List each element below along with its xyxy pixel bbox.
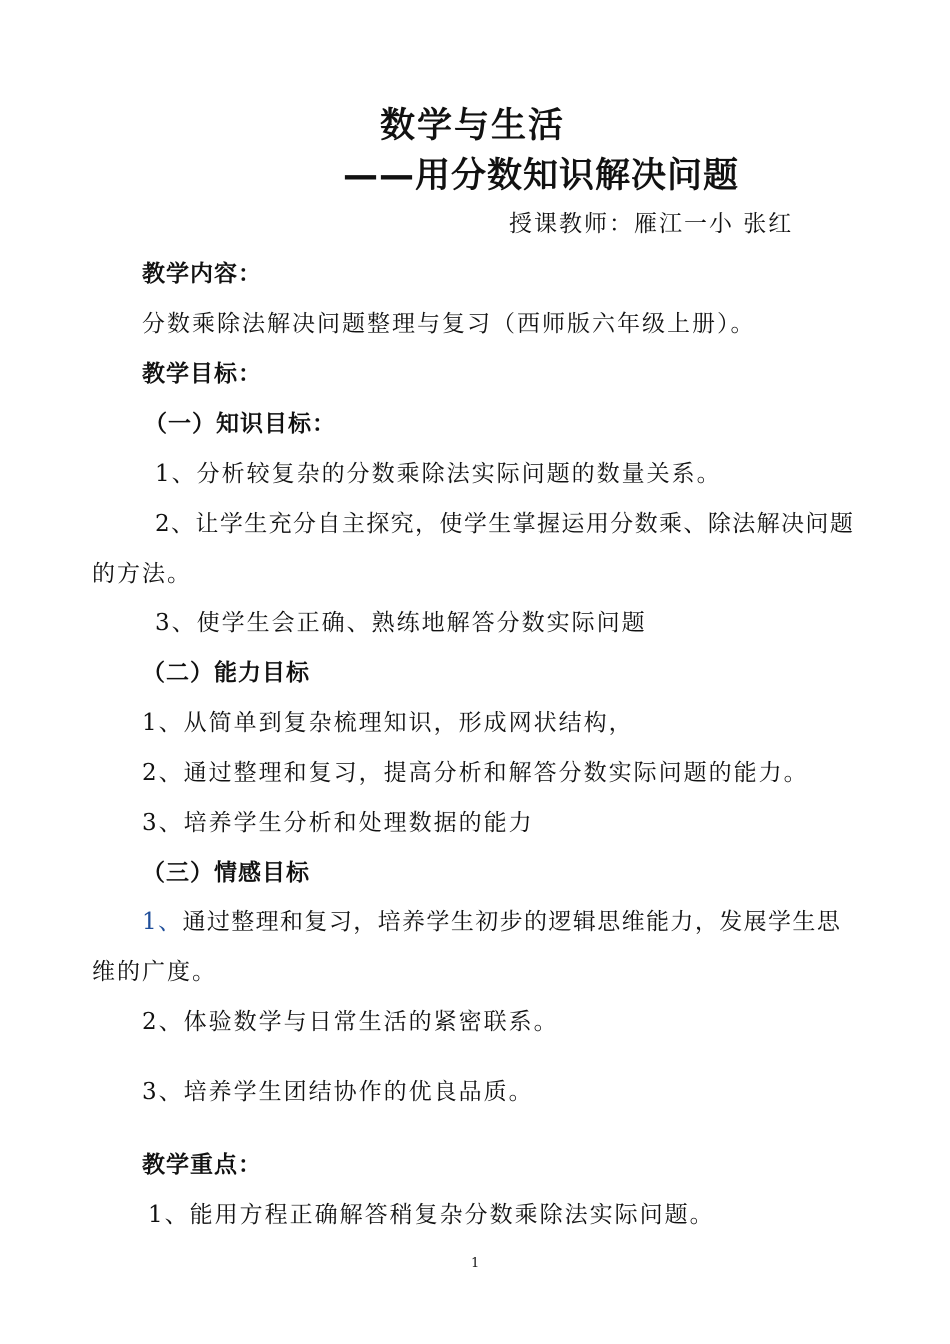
ability-item-3: 3、培养学生分析和处理数据的能力 [142,810,534,836]
emotion-item-1-number: 1、 [142,909,183,935]
key-item-1: 1、能用方程正确解答稍复杂分数乘除法实际问题。 [148,1202,715,1228]
emotion-item-1-cont: 维的广度。 [92,959,217,985]
emotion-item-1 [142,907,841,937]
document-subtitle: ——用分数知识解决问题 [343,156,740,196]
emotion-item-1-text: 通过整理和复习，培养学生初步的逻辑思维能力，发展学生思 [182,909,842,935]
teacher-line: 授课教师：雁江一小 张红 [509,211,794,237]
page-number: 1 [471,1256,480,1271]
emotion-item-2: 2、体验数学与日常生活的紧密联系。 [142,1009,559,1035]
content-heading: 教学内容： [142,261,262,287]
ability-heading: （二）能力目标 [142,660,310,686]
emotion-heading: （三）情感目标 [142,860,310,886]
ability-item-1: 1、从简单到复杂梳理知识，形成网状结构， [142,710,634,736]
knowledge-item-2: 2、让学生充分自主探究，使学生掌握运用分数乘、除法解决问题 [155,511,855,537]
content-text: 分数乘除法解决问题整理与复习（西师版六年级上册）。 [142,311,756,337]
ability-item-2: 2、通过整理和复习，提高分析和解答分数实际问题的能力。 [142,760,809,786]
knowledge-heading: （一）知识目标： [144,411,336,437]
knowledge-item-3: 3、使学生会正确、熟练地解答分数实际问题 [155,610,647,636]
knowledge-item-1: 1、分析较复杂的分数乘除法实际问题的数量关系。 [155,461,722,487]
knowledge-item-2-cont: 的方法。 [92,561,192,587]
emotion-item-3: 3、培养学生团结协作的优良品质。 [142,1079,534,1105]
document-title: 数学与生活 [380,106,566,146]
goals-heading: 教学目标： [142,361,262,387]
key-heading: 教学重点： [142,1152,262,1178]
